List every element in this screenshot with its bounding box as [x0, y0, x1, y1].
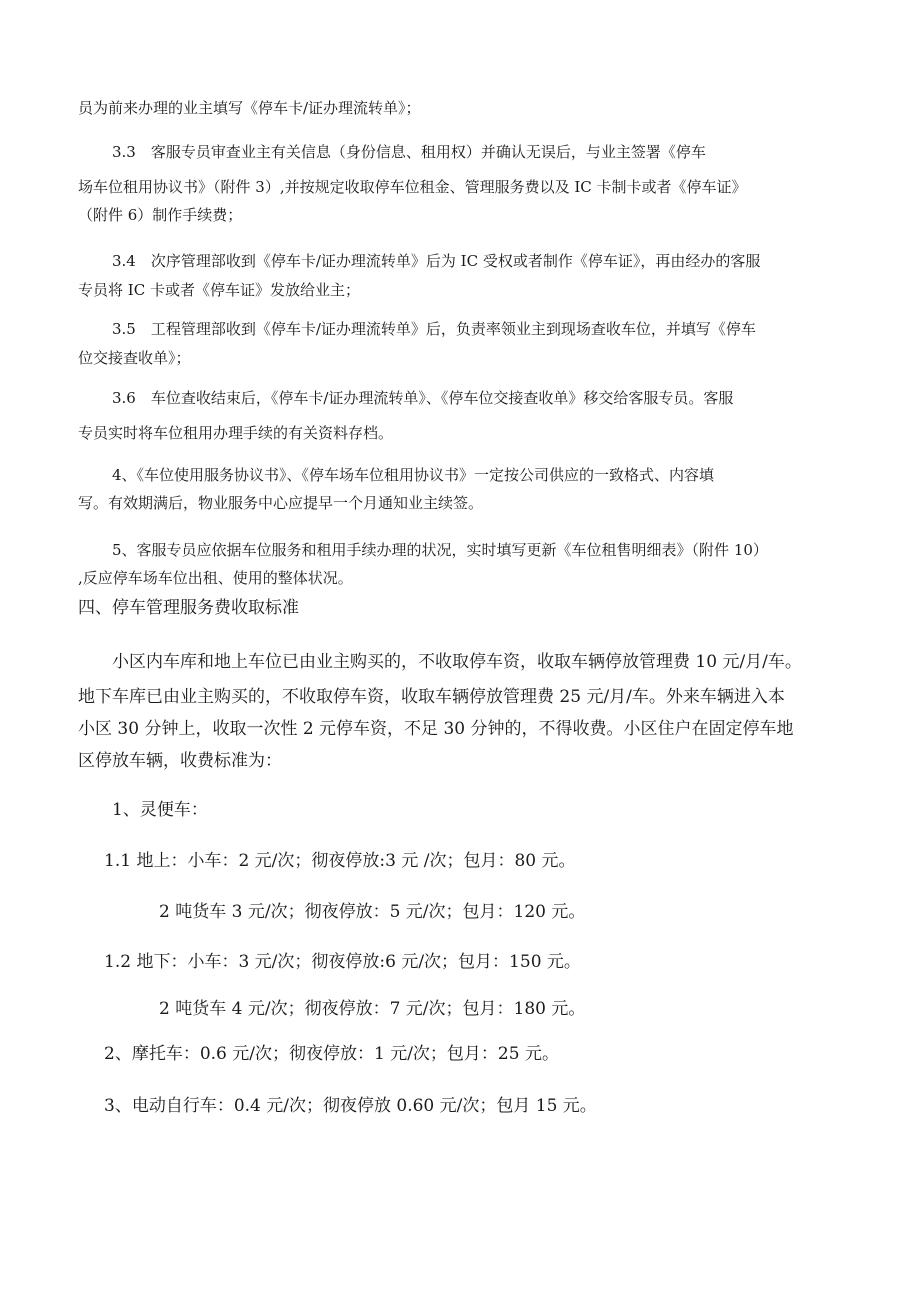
- text-line: 专员实时将车位租用办理手续的有关资料存档。: [78, 424, 394, 442]
- fee-item: 2、摩托车：0.6 元/次；彻夜停放：1 元/次；包月：25 元。: [104, 1044, 559, 1064]
- fee-intro-line: 地下车库已由业主购买的，不收取停车资，收取车辆停放管理费 25 元/月/车。外来车辆进入本: [78, 687, 785, 707]
- text-line: 4、《车位使用服务协议书》、《停车场车位租用协议书》一定按公司供应的一致格式、内容填: [112, 466, 715, 484]
- fee-intro-line: 小区内车库和地上车位已由业主购买的，不收取停车资，收取车辆停放管理费 10 元/月/车。: [112, 652, 802, 672]
- text-line: 员为前来办理的业主填写《停车卡/证办理流转单》；: [78, 99, 421, 117]
- section-title: 四、停车管理服务费收取标准: [78, 598, 299, 618]
- text-line: 3.5 工程管理部收到《停车卡/证办理流转单》后，负责率领业主到现场查收车位，并填写《停车: [112, 320, 756, 338]
- text-line: 3.3 客服专员审查业主有关信息（身份信息、租用权）并确认无误后，与业主签署《停车: [112, 143, 706, 161]
- text-line: 3.6 车位查收结束后，《停车卡/证办理流转单》、《停车位交接查收单》移交给客服专员。客服: [112, 389, 734, 407]
- text-line: 写。有效期满后，物业服务中心应提早一个月通知业主续签。: [78, 494, 484, 512]
- fee-item: 1、灵便车：: [112, 800, 208, 820]
- fee-intro-line: 小区 30 分钟上，收取一次性 2 元停车资，不足 30 分钟的，不得收费。小区住户在固定停车地: [78, 719, 794, 739]
- fee-item: 2 吨货车 3 元/次；彻夜停放：5 元/次；包月：120 元。: [159, 902, 586, 922]
- text-line: 专员将 IC 卡或者《停车证》发放给业主；: [78, 281, 360, 299]
- fee-item: 2 吨货车 4 元/次；彻夜停放：7 元/次；包月：180 元。: [159, 999, 586, 1019]
- fee-item: 1.2 地下：小车：3 元/次；彻夜停放:6 元/次；包月：150 元。: [104, 952, 581, 972]
- fee-item: 1.1 地上：小车：2 元/次；彻夜停放:3 元 /次；包月：80 元。: [104, 851, 576, 871]
- fee-intro-line: 区停放车辆，收费标准为：: [78, 751, 282, 771]
- text-line: 场车位租用协议书》（附件 3）,并按规定收取停车位租金、管理服务费以及 IC 卡制卡或者《停车证》: [78, 178, 747, 196]
- text-line: 位交接查收单》；: [78, 349, 191, 367]
- text-line: 5、客服专员应依据车位服务和租用手续办理的状况，实时填写更新《车位租售明细表》（附件 10）: [112, 541, 768, 559]
- text-line: （附件 6）制作手续费；: [78, 206, 243, 224]
- text-line: 3.4 次序管理部收到《停车卡/证办理流转单》后为 IC 受权或者制作《停车证》，再由经办的客服: [112, 252, 761, 270]
- text-line: ,反应停车场车位出租、使用的整体状况。: [78, 569, 353, 587]
- fee-item: 3、电动自行车：0.4 元/次；彻夜停放 0.60 元/次；包月 15 元。: [104, 1096, 597, 1116]
